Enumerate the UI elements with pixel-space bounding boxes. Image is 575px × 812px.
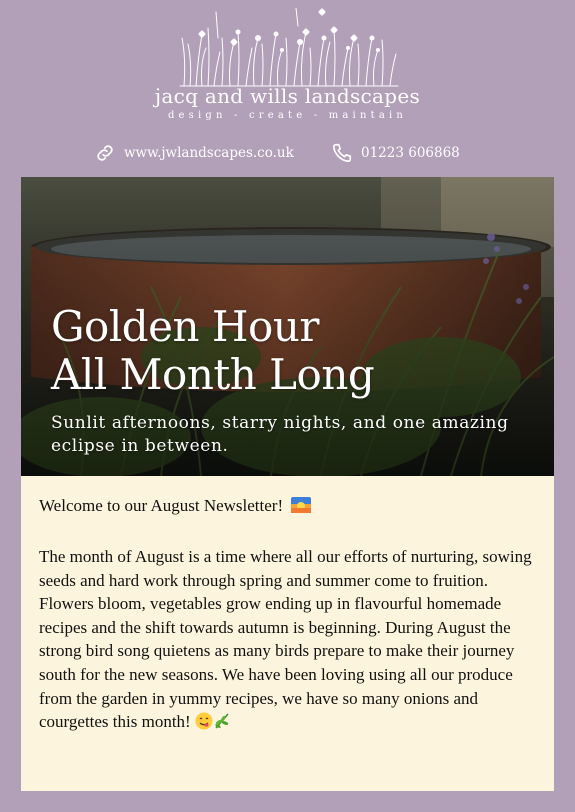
wildflower-logo-illustration [178, 8, 400, 88]
greeting-line [39, 496, 311, 516]
website-contact[interactable] [94, 142, 294, 164]
brand-tagline: design - create - maintain [167, 110, 408, 121]
yum-face-emoji [195, 712, 213, 730]
sunrise-emoji [291, 497, 311, 513]
newsletter-content [21, 476, 554, 791]
hero-subtitle: Sunlit afternoons, starry nights, and one amazing eclipse in between. [51, 413, 509, 456]
phone-number[interactable]: 01223 606868 [361, 145, 460, 161]
link-icon [94, 142, 116, 164]
phone-contact[interactable] [331, 142, 460, 164]
brand-name: jacq and wills landscapes [154, 84, 421, 108]
phone-icon [331, 142, 353, 164]
contact-row [0, 140, 575, 166]
hero-banner [21, 177, 554, 476]
hero-title-line-1: Golden Hour [51, 302, 319, 351]
herb-emoji [213, 712, 231, 730]
hero-title-line-2: All Month Long [51, 350, 375, 399]
website-link[interactable]: www.jwlandscapes.co.uk [124, 145, 294, 161]
hero-title [51, 303, 374, 399]
newsletter-header [0, 0, 575, 177]
greeting-text: Welcome to our August Newsletter! [39, 496, 284, 515]
newsletter-body [39, 545, 544, 734]
body-paragraph: The month of August is a time where all our efforts of nurturing, sowing seeds and hard work through spring and summer come to fruition. Flowers bloom, vegetables grow ending up in flavourful homemade recipes and the shift towards autumn is beginning. During August the strong bird song quietens as many birds prepare to make their journey south for the new seasons. We have been loving using all our produce from the garden in yummy recipes, we have so many onions and courgettes this month! [39, 547, 532, 732]
